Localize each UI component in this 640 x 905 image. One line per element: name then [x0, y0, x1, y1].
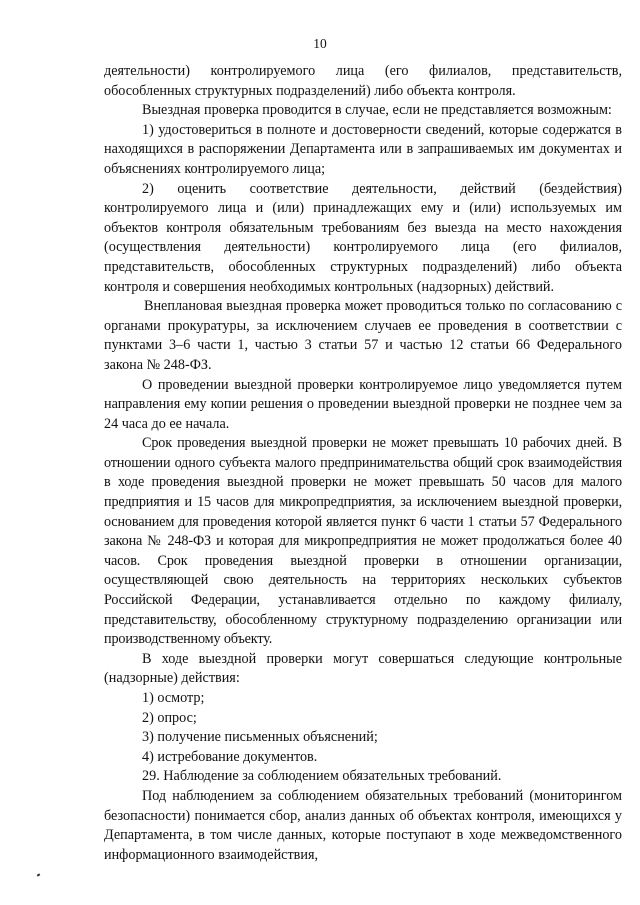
- paragraph: 1) удостовериться в полноте и достоверности сведений, которые содержатся в находящихся в распоряжении Департамента или в запрашиваемых им документах и объяснениях контролируемого лица;: [104, 121, 622, 177]
- list-item: 2) опрос;: [142, 709, 197, 726]
- paragraph: В ходе выездной проверки могут совершаться следующие контрольные (надзорные) действия:: [104, 650, 622, 687]
- paragraph: Внеплановая выездная проверка может проводиться только по согласованию с органами прокуратуры, за исключением случаев ее проведения в соответствии с пунктами 3–6 части 1, частью 3 статьи 57 и частью 12 статьи 66 Федерального закона № 248-ФЗ.: [104, 298, 622, 373]
- list-item: 3) получение письменных объяснений;: [142, 729, 378, 746]
- section-heading: 29. Наблюдение за соблюдением обязательных требований.: [142, 768, 502, 785]
- list-item: 4) истребование документов.: [142, 748, 318, 765]
- document-body: [104, 62, 622, 865]
- paragraph: О проведении выездной проверки контролируемое лицо уведомляется путем направления ему копии решения о проведении выездной проверки не позднее чем за 24 часа до ее начала.: [104, 376, 622, 432]
- paragraph: Выездная проверка проводится в случае, если не представляется возможным:: [142, 102, 612, 119]
- paragraph: 2) оценить соответствие деятельности, действий (бездействия) контролируемого лица и (или) принадлежащих ему и (или) используемых им объектов контроля обязательным требованиям без выезда на место нахождения (осуществления деятельности) контролируемого лица (его филиалов, представительств, обособленных структурных подразделений) либо объекта контроля и совершения необходимых контрольных (надзорных) действий.: [104, 180, 622, 295]
- paragraph: Срок проведения выездной проверки не может превышать 10 рабочих дней. В отношении одного субъекта малого предпринимательства общий срок взаимодействия в ходе проведения выездной проверки не может превышать 50 часов для малого предприятия и 15 часов для микропредприятия, за исключением выездной проверки, основанием для проведения которой является пункт 6 части 1 статьи 57 Федерального закона № 248-ФЗ и которая для микропредприятия не может продолжаться более 40 часов. Срок проведения выездной проверки в отношении организации, осуществляющей свою деятельность на территориях нескольких субъектов Российской Федерации, устанавливается отдельно по каждому филиалу, представительству, обособленному структурному подразделению организации или производственному объекту.: [104, 435, 622, 648]
- scan-speck: [37, 873, 41, 876]
- list-item: 1) осмотр;: [142, 690, 205, 706]
- page-number: 10: [313, 36, 327, 51]
- paragraph: Под наблюдением за соблюдением обязательных требований (мониторингом безопасности) понимается сбор, анализ данных об объектах контроля, имеющихся у Департамента, в том числе данных, которые поступают в ходе межведомственного информационного взаимодействия,: [104, 787, 622, 863]
- paragraph: деятельности) контролируемого лица (его филиалов, представительств, обособленных структурных подразделений) либо объекта контроля.: [104, 63, 622, 99]
